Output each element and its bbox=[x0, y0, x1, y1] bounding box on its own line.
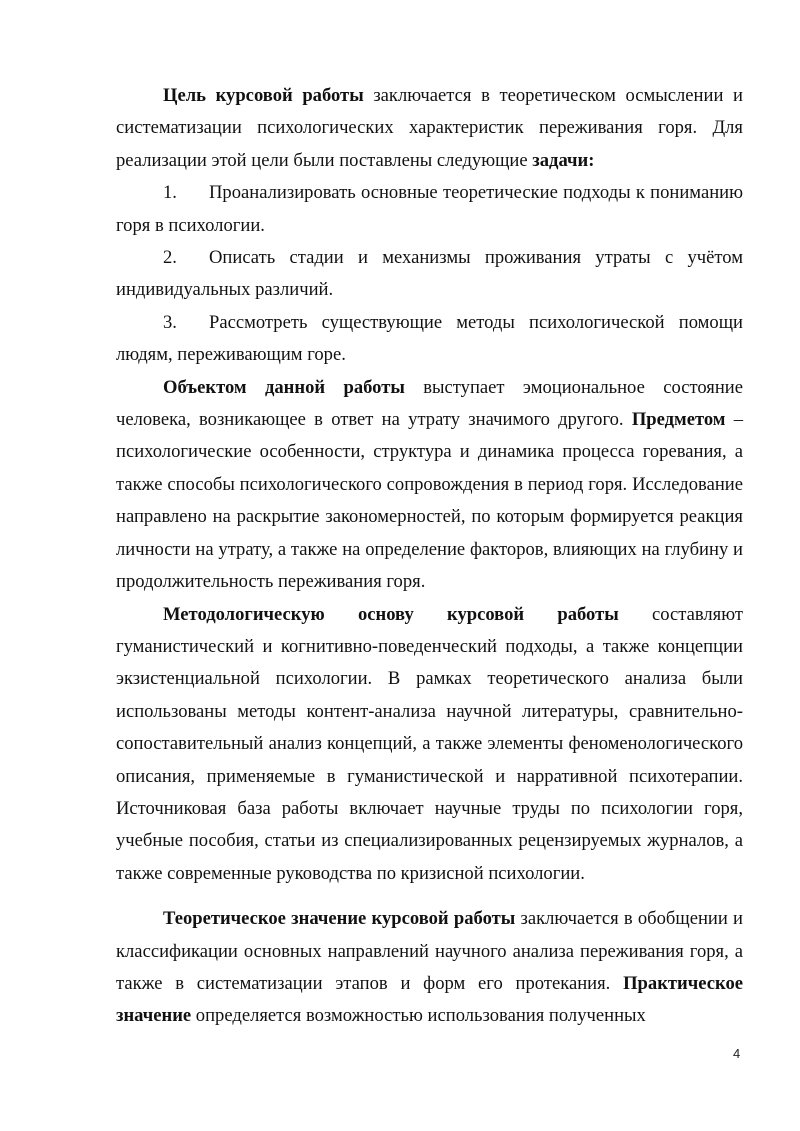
goal-heading: Цель курсовой работы bbox=[163, 85, 364, 106]
task-item-3 bbox=[116, 307, 743, 372]
goal-text: заключается в теоретическом осмыслении и систематизации психологических характеристик переживания горя. Для реализации этой цели были поставлены следующие bbox=[116, 85, 743, 171]
task-number: 2. bbox=[163, 247, 177, 269]
methodology-text: составляют гуманистический и когнитивно-поведенческий подходы, а также концепции экзистенциальной психологии. В рамках теоретического анализа были использованы методы контент-анализа научной литературы, сравнительно-сопоставительный анализ концепций, а также элементы феноменологического описания, применяемые в гуманистической и нарративной психотерапии. Источниковая база работы включает научные труды по психологии горя, учебные пособия, статьи из специализированных рецензируемых журналов, а также современные руководства по кризисной психологии. bbox=[116, 603, 743, 884]
practical-significance-text: определяется возможностью использования полученных bbox=[191, 1005, 646, 1027]
paragraph-significance bbox=[116, 903, 743, 1033]
paragraph-object bbox=[116, 372, 743, 599]
task-number: 3. bbox=[163, 311, 177, 333]
tasks-heading: задачи: bbox=[532, 149, 595, 171]
task-item-1 bbox=[116, 177, 743, 242]
subject-text: – психологические особенности, структура и динамика процесса горевания, а также способы психологического сопровождения в период горя. Исследование направлено на раскрытие закономерностей, по которым формируется реакция личности на утрату, а также на определение факторов, влияющих на глубину и продолжительность переживания горя. bbox=[116, 409, 744, 593]
task-number: 1. bbox=[163, 182, 177, 204]
methodology-heading: Методологическую основу курсовой работы bbox=[163, 603, 619, 625]
practical-significance-heading: Практическое значение bbox=[116, 972, 743, 1027]
paragraph-methodology bbox=[116, 599, 743, 891]
task-text: Описать стадии и механизмы проживания утраты с учётом индивидуальных различий. bbox=[116, 247, 743, 301]
paragraph-goal bbox=[116, 80, 743, 177]
task-text: Рассмотреть существующие методы психологической помощи людям, переживающим горе. bbox=[116, 311, 743, 366]
object-heading: Объектом данной работы bbox=[163, 376, 405, 398]
subject-heading: Предметом bbox=[631, 409, 726, 431]
task-item-2 bbox=[116, 242, 743, 307]
task-text: Проанализировать основные теоретические подходы к пониманию горя в психологии. bbox=[116, 182, 743, 236]
theoretical-significance-heading: Теоретическое значение курсовой работы bbox=[163, 908, 516, 930]
page-number: 4 bbox=[733, 1046, 741, 1061]
object-text: выступает эмоциональное состояние человека, возникающее в ответ на утрату значимого другого. bbox=[116, 376, 743, 431]
document-body bbox=[116, 80, 743, 1033]
theoretical-significance-text: заключается в обобщении и классификации основных направлений научного анализа переживания горя, а также в систематизации этапов и форм его протекания. bbox=[116, 908, 743, 994]
